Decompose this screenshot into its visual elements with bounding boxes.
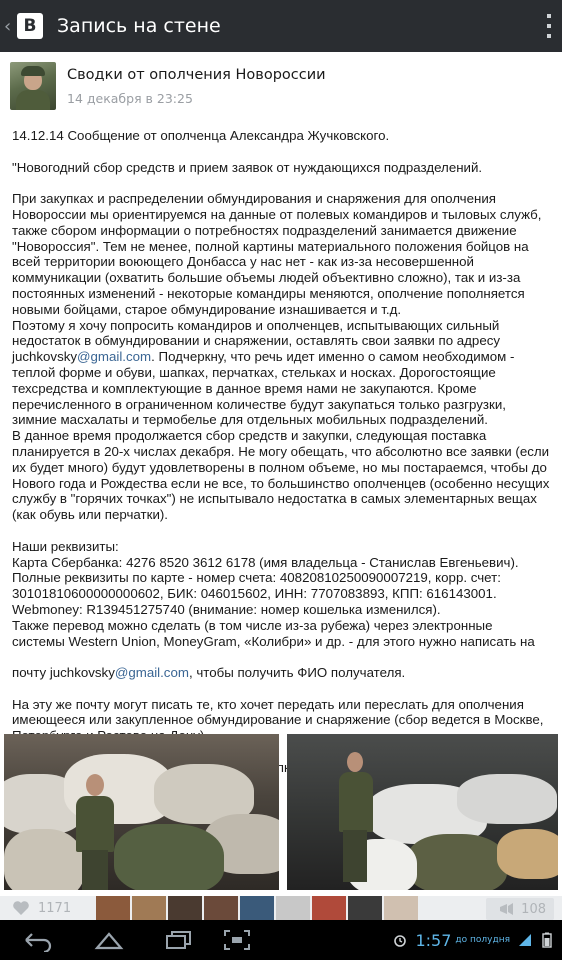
vk-logo-icon[interactable] <box>17 13 43 39</box>
liker-avatar[interactable] <box>312 896 346 920</box>
home-icon[interactable] <box>94 928 124 952</box>
email-link[interactable]: juchkovsky@gmail.com <box>12 349 152 365</box>
post-paragraph: При закупках и распределении обмундирования и снаряжения для ополчения Новороссии мы ориентируемся на данные от полевых командиров и тыловых служб, также сбором информации о потребностях подразделений занимается движение "Новороссия". Тем не менее, полной картины материального положения бойцов на всей территории воюющего Донбасса у нас нет - как из-за несовершенной коммуникации (охватить большие объемы людей объективно сложно), так и из-за постоянных изменений - некоторые командиры меняются, ополчение пополняется новыми бойцами, старое обмундирование изнашивается и т.д. Поэтому я хочу попросить командиров и ополченцев, испытывающих сильный недостаток в обмундировании и снаряжении, оставлять свои заявки по адресу <box>12 191 542 349</box>
alarm-icon <box>393 932 407 948</box>
like-count: 1171 <box>38 900 72 916</box>
person-figure <box>74 774 114 890</box>
likes-strip <box>0 896 562 920</box>
post-header <box>0 52 562 120</box>
megaphone-icon <box>499 902 515 916</box>
person-figure <box>337 752 373 882</box>
clock-period: до полудня <box>455 935 510 945</box>
photo-attachments <box>4 734 558 890</box>
signal-icon <box>518 932 532 948</box>
screen-title: Запись на стене <box>57 15 221 37</box>
email-line: juchkovsky@gmail.com. Подчеркну, что речь идет именно о самом необходимом - <box>12 349 515 365</box>
photo-warehouse-1[interactable] <box>4 734 279 890</box>
action-bar <box>0 0 562 52</box>
like-button[interactable] <box>12 900 71 916</box>
screenshot-icon[interactable] <box>222 928 252 952</box>
recent-apps-icon[interactable] <box>164 928 194 952</box>
status-area <box>393 920 554 960</box>
back-icon[interactable] <box>22 928 52 952</box>
post-paragraph: теплой форме и обуви, шапках, перчатках, стельках и носках. Дорогостоящие техсредства и комплектующие в данное время нами не закупаются. Кроме перечисленного в ограниченном количестве будут закупаться только разгрузки, зимние масхалаты и термобелье для отдельных мобильных подразделений. <box>12 364 506 428</box>
post-paragraph-block <box>12 191 550 428</box>
post-body <box>12 128 550 791</box>
liker-avatar[interactable] <box>204 896 238 920</box>
author-avatar[interactable] <box>10 62 56 110</box>
liker-avatar[interactable] <box>132 896 166 920</box>
back-caret-icon[interactable]: ‹ <box>4 15 12 37</box>
closing-text: На эту же почту могут писать те, кто хочет передать или переслать для ополчения имеющееся или закупленное обмундирование и снаряжение (сбор ведется в Москве, <box>12 696 544 728</box>
post-paragraph: "Новогодний сбор средств и прием заявок от нуждающихся подразделений. <box>12 159 483 175</box>
liker-avatar[interactable] <box>348 896 382 920</box>
email-link-2[interactable]: @gmail.com <box>114 665 189 681</box>
liker-avatar[interactable] <box>384 896 418 920</box>
vk-logo-letter: B <box>23 15 37 36</box>
heart-icon <box>12 900 30 916</box>
photo-truck-2[interactable] <box>287 734 558 890</box>
liked-by-avatars <box>96 896 418 920</box>
liker-avatar[interactable] <box>240 896 274 920</box>
overflow-menu-icon[interactable] <box>546 14 552 38</box>
post-paragraph: 14.12.14 Сообщение от ополченца Александра Жучковского. <box>12 128 390 143</box>
system-nav-bar <box>0 920 562 960</box>
liker-avatar[interactable] <box>96 896 130 920</box>
author-name[interactable]: Сводки от ополчения Новороссии <box>67 67 326 83</box>
liker-avatar[interactable] <box>276 896 310 920</box>
post-paragraph: В данное время продолжается сбор средств и закупки, следующая поставка планируется в 20-х числах декабря. Не могу обещать, что абсолютно все заявки (если их будет много) будут удовлетворены в полном объеме, но мы постараемся, чтобы до Нового года и Рождества если не все, то большинство ополченцев (особенно несущих службу в "горячих точках") не испытывало недостатка в самых элементарных вещах (как обувь или перчатки). <box>12 428 550 523</box>
repost-button[interactable] <box>486 898 554 920</box>
requisites-text: Наши реквизиты: Карта Сбербанка: 4276 8520 3612 6178 (имя владельца - Станислав Евгеньевич). Полные реквизиты по карте - номер счета: 40820810250090007219, корр. счет: 30101810600000000602, БИК: 046015602, ИНН: 7707083893, КПП: 616143001. Webmoney: R139451275740 (внимание: номер кошелька изменился). Также перевод можно сделать (в том числе из-за рубежа) через электронные системы Western Union, MoneyGram, «Колибри» и др. - для этого нужно написать на <box>12 538 535 649</box>
clock-time: 1:57 <box>415 930 452 950</box>
email-line-2: почту juchkovsky@gmail.com, чтобы получить ФИО получателя. <box>12 665 406 681</box>
repost-count: 108 <box>521 901 546 917</box>
battery-icon <box>540 932 554 948</box>
liker-avatar[interactable] <box>168 896 202 920</box>
post-date: 14 декабря в 23:25 <box>67 91 193 106</box>
